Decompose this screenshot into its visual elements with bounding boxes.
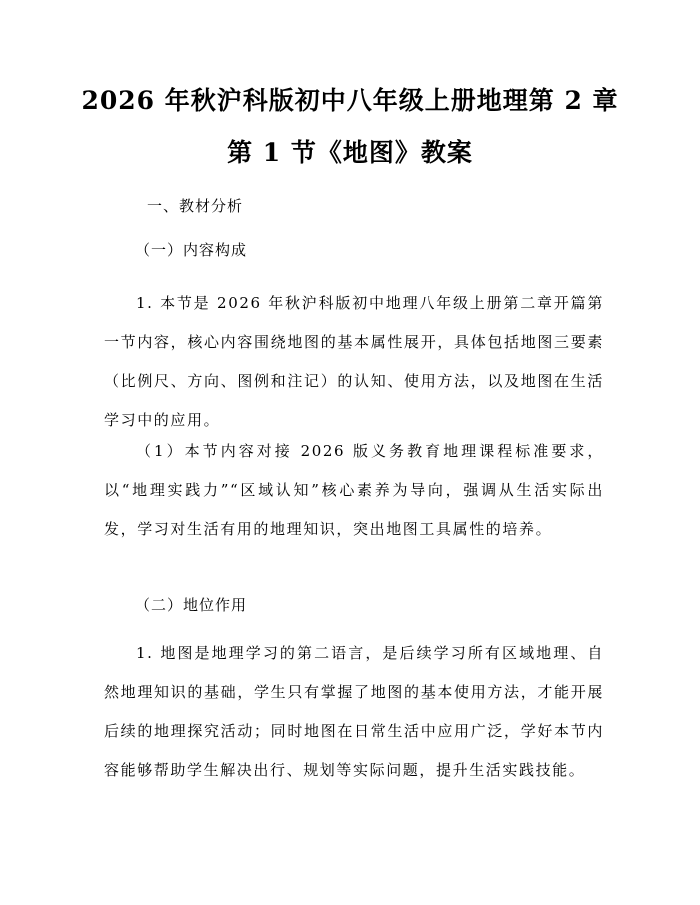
- document-title-line1: 2026 年秋沪科版初中八年级上册地理第 2 章: [81, 86, 619, 115]
- paragraph-content-1: 1. 本节是 2026 年秋沪科版初中地理八年级上册第二章开篇第一节内容，核心内容围绕地图的基本属性展开，具体包括地图三要素（比例尺、方向、图例和注记）的认知、使用方法，以及地图在生活学习中的应用。: [104, 294, 604, 429]
- subsection-heading-content: （一）内容构成: [135, 241, 248, 259]
- paragraph-content-2: （1）本节内容对接 2026 版义务教育地理课程标准要求，以“地理实践力”“区域认知”核心素养为导向，强调从生活实际出发，学习对生活有用的地理知识，突出地图工具属性的培养。: [104, 442, 604, 538]
- document-title-line2: 第 1 节《地图》教案: [227, 138, 473, 167]
- paragraph-role-1: 1. 地图是地理学习的第二语言，是后续学习所有区域地理、自然地理知识的基础，学生只有掌握了地图的基本使用方法，才能开展后续的地理探究活动；同时地图在日常生活中应用广泛，学好本节内容能够帮助学生解决出行、规划等实际问题，提升生活实践技能。: [104, 644, 604, 779]
- subsection-heading-role: （二）地位作用: [135, 596, 248, 614]
- section-heading-textbook-analysis: 一、教材分析: [147, 197, 244, 215]
